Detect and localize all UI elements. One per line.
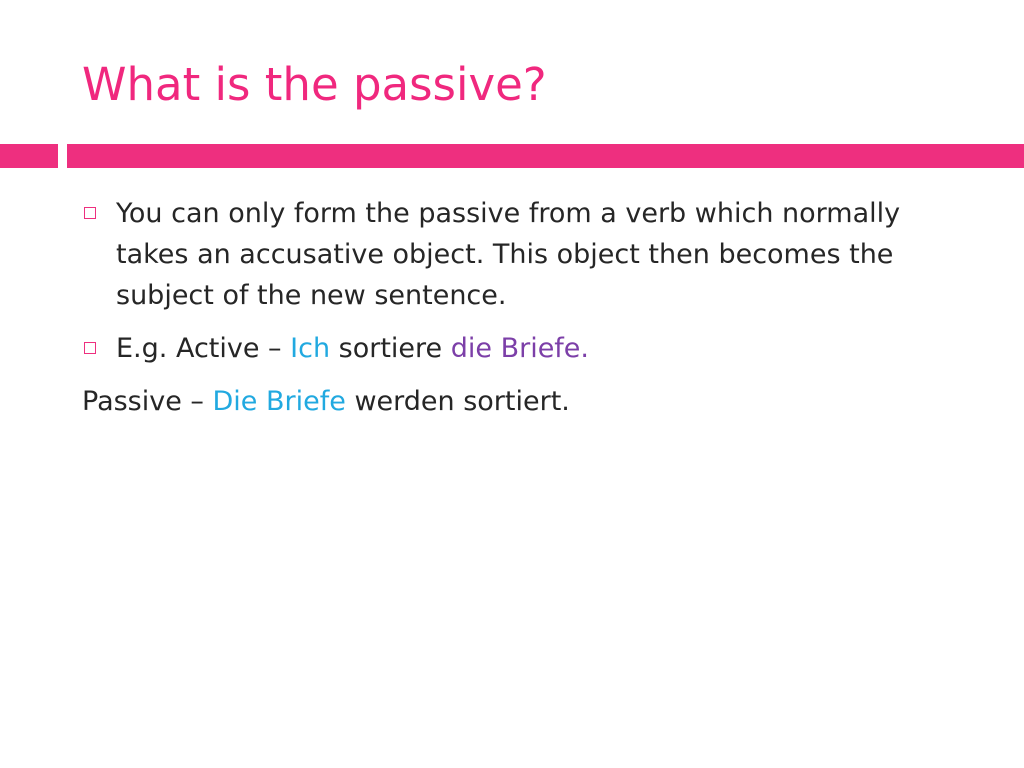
bullet-item-definition xyxy=(82,193,962,316)
title-divider-right xyxy=(67,144,1024,168)
title-divider-left xyxy=(0,144,58,168)
hollow-square-bullet-icon xyxy=(84,207,96,219)
example-prefix: E.g. Active – xyxy=(116,333,291,364)
example-object: die Briefe. xyxy=(450,333,590,364)
bullet-text: You can only form the passive from a verb which normally takes an accusative object. This object then becomes the subject of the new sentence. xyxy=(116,198,901,311)
bullet-item-example xyxy=(82,328,962,369)
passive-prefix: Passive – xyxy=(82,386,213,417)
slide-title: What is the passive? xyxy=(82,58,547,111)
example-subject: Ich xyxy=(290,333,331,364)
passive-example-line xyxy=(82,381,962,422)
passive-rest: werden sortiert. xyxy=(345,386,570,417)
hollow-square-bullet-icon xyxy=(84,342,96,354)
passive-subject: Die Briefe xyxy=(212,386,346,417)
example-verb: sortiere xyxy=(330,333,451,364)
slide-body xyxy=(82,193,962,422)
